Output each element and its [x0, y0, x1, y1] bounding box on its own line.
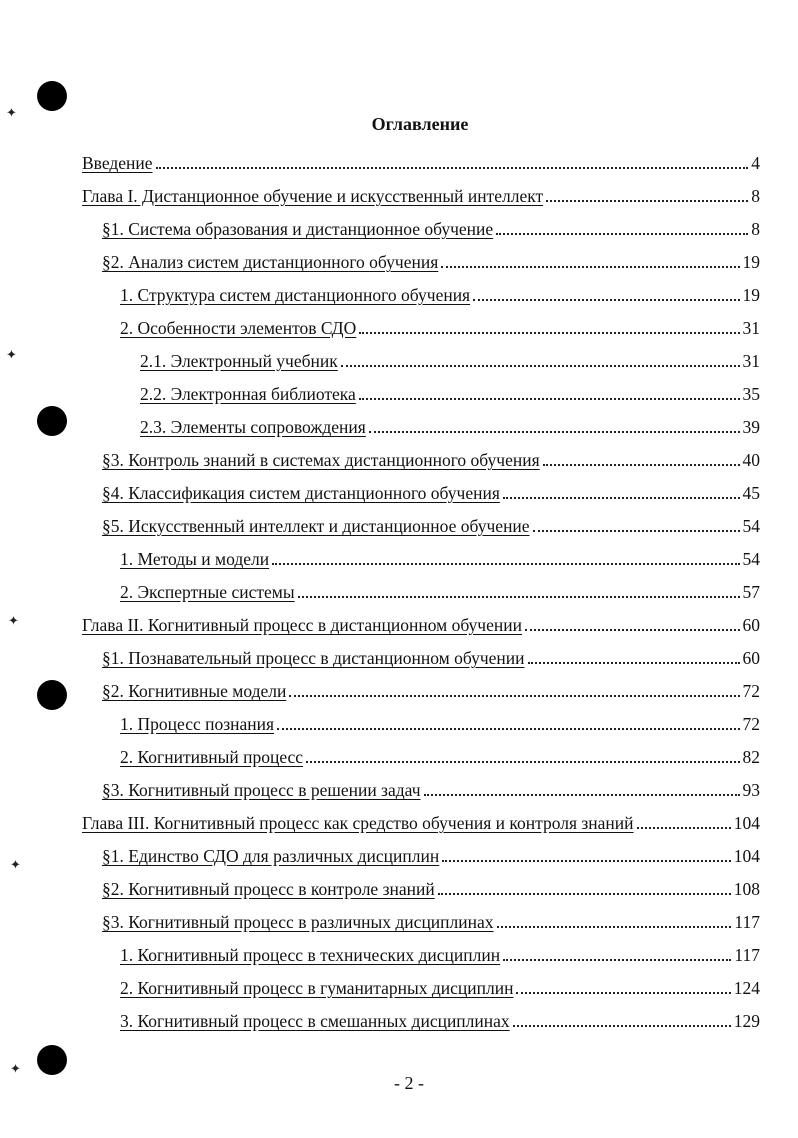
scan-artifact: ✦	[6, 348, 17, 363]
scan-artifact: ✦	[10, 1062, 21, 1077]
toc-entry-title[interactable]: §1. Познавательный процесс в дистанционном обучении	[102, 648, 525, 668]
toc-entry-title[interactable]: 2.3. Элементы сопровождения	[140, 417, 366, 437]
toc-entry-title[interactable]: §2. Когнитивный процесс в контроле знаний	[102, 879, 435, 899]
toc-entry[interactable]	[102, 874, 760, 900]
toc-entry[interactable]	[120, 577, 760, 603]
toc-entry[interactable]	[102, 478, 760, 504]
dot-leader	[289, 694, 739, 697]
toc-page-number: 31	[742, 318, 760, 338]
toc-entry[interactable]	[140, 346, 760, 372]
scan-artifact: ✦	[6, 106, 17, 121]
dot-leader	[369, 430, 740, 433]
toc-entry[interactable]	[82, 808, 760, 834]
toc-page-number: 8	[751, 186, 760, 206]
dot-leader	[503, 958, 731, 961]
toc-entry-title[interactable]: 1. Методы и модели	[120, 549, 270, 569]
toc-entry[interactable]	[82, 181, 760, 207]
toc-entry[interactable]	[102, 247, 760, 273]
toc-entry[interactable]	[102, 643, 760, 669]
dot-leader	[473, 298, 739, 301]
dot-leader	[525, 628, 740, 631]
dot-leader	[497, 925, 732, 928]
toc-page-number: 72	[742, 714, 760, 734]
toc-entry-title[interactable]: §1. Единство СДО для различных дисциплин	[102, 846, 440, 866]
toc-entry-title[interactable]: 2. Когнитивный процесс в гуманитарных дисциплин	[120, 978, 514, 998]
toc-page-number: 39	[742, 417, 760, 437]
toc-entry[interactable]	[120, 940, 760, 966]
toc-page-number: 31	[742, 351, 760, 371]
toc-page-number: 35	[742, 384, 760, 404]
toc-entry-title[interactable]: 2. Особенности элементов СДО	[120, 318, 357, 338]
dot-leader	[298, 595, 740, 598]
toc-entry-title[interactable]: 3. Когнитивный процесс в смешанных дисциплинах	[120, 1011, 510, 1031]
toc-entry[interactable]	[102, 775, 760, 801]
toc-page-number: 129	[733, 1011, 760, 1031]
dot-leader	[442, 859, 731, 862]
dot-leader	[277, 727, 739, 730]
page-title: Оглавление	[371, 114, 469, 134]
toc-page-number: 54	[742, 549, 760, 569]
toc-entry-title[interactable]: 1. Когнитивный процесс в технических дисциплин	[120, 945, 501, 965]
punch-hole	[37, 406, 67, 436]
toc-entry[interactable]	[120, 742, 760, 768]
dot-leader	[528, 661, 740, 664]
toc-page-number: 54	[742, 516, 760, 536]
dot-leader	[533, 529, 740, 532]
dot-leader	[156, 166, 749, 169]
toc-entry-title[interactable]: §3. Контроль знаний в системах дистанционного обучения	[102, 450, 540, 470]
toc-page-number: 19	[742, 285, 760, 305]
dot-leader	[546, 199, 748, 202]
dot-leader	[438, 892, 731, 895]
toc-page-number: 117	[734, 945, 760, 965]
toc-entry[interactable]	[82, 148, 760, 174]
toc-page-number: 72	[742, 681, 760, 701]
toc-entry-title[interactable]: Введение	[82, 153, 153, 173]
toc-entry[interactable]	[120, 973, 760, 999]
dot-leader	[637, 826, 731, 829]
toc-entry-title[interactable]: §5. Искусственный интеллект и дистанционное обучение	[102, 516, 530, 536]
toc-entry[interactable]	[120, 709, 760, 735]
dot-leader	[424, 793, 740, 796]
toc-entry[interactable]	[102, 445, 760, 471]
toc-entry[interactable]	[120, 544, 760, 570]
toc-entry[interactable]	[102, 511, 760, 537]
toc-page-number: 8	[751, 219, 760, 239]
toc-entry[interactable]	[140, 379, 760, 405]
toc-page-number: 124	[733, 978, 760, 998]
toc-entry-title[interactable]: 2. Когнитивный процесс	[120, 747, 304, 767]
dot-leader	[272, 562, 739, 565]
toc-entry[interactable]	[102, 676, 760, 702]
scan-artifact: ✦	[10, 858, 21, 873]
toc-entry[interactable]	[102, 841, 760, 867]
toc-entry-title[interactable]: §2. Анализ систем дистанционного обучения	[102, 252, 439, 272]
toc-entry[interactable]	[120, 1006, 760, 1032]
dot-leader	[359, 331, 739, 334]
toc-page-number: 57	[742, 582, 760, 602]
dot-leader	[341, 364, 740, 367]
toc-page-number: 108	[733, 879, 760, 899]
toc-page-number: 93	[742, 780, 760, 800]
toc-page-number: 45	[742, 483, 760, 503]
toc-entry-title[interactable]: Глава II. Когнитивный процесс в дистанционном обучении	[82, 615, 522, 635]
dot-leader	[441, 265, 739, 268]
page-number: - 2 -	[394, 1073, 424, 1093]
punch-hole	[37, 1045, 67, 1075]
toc-entry[interactable]	[102, 214, 760, 240]
dot-leader	[516, 991, 730, 994]
toc-entry-title[interactable]: §3. Когнитивный процесс в различных дисциплинах	[102, 912, 494, 932]
toc-entry-title[interactable]: Глава I. Дистанционное обучение и искусственный интеллект	[82, 186, 544, 206]
dot-leader	[359, 397, 740, 400]
toc-entry[interactable]	[120, 280, 760, 306]
toc-page-number: 40	[742, 450, 760, 470]
toc-entry-title[interactable]: Глава III. Когнитивный процесс как средство обучения и контроля знаний	[82, 813, 634, 833]
scan-artifact: ✦	[8, 614, 19, 629]
toc-page-number: 4	[751, 153, 760, 173]
toc-entry[interactable]	[140, 412, 760, 438]
toc-entry-title[interactable]: 2.1. Электронный учебник	[140, 351, 338, 371]
toc-page-number: 19	[742, 252, 760, 272]
toc-entry-title[interactable]: §1. Система образования и дистанционное обучение	[102, 219, 494, 239]
dot-leader	[503, 496, 740, 499]
toc-entry-title[interactable]: 1. Процесс познания	[120, 714, 275, 734]
dot-leader	[543, 463, 740, 466]
punch-hole	[37, 680, 67, 710]
toc-page-number: 104	[733, 846, 760, 866]
toc-entry-title[interactable]: §4. Классификация систем дистанционного обучения	[102, 483, 500, 503]
toc-entry-title[interactable]: §3. Когнитивный процесс в решении задач	[102, 780, 421, 800]
toc-page-number: 60	[742, 648, 760, 668]
dot-leader	[496, 232, 748, 235]
toc-page-number: 60	[742, 615, 760, 635]
dot-leader	[306, 760, 739, 763]
toc-entry-title[interactable]: 2. Экспертные системы	[120, 582, 295, 602]
punch-hole	[37, 81, 67, 111]
toc-entry-title[interactable]: 2.2. Электронная библиотека	[140, 384, 356, 404]
toc-page-number: 82	[742, 747, 760, 767]
toc-entry-title[interactable]: §2. Когнитивные модели	[102, 681, 287, 701]
toc-page-number: 117	[734, 912, 760, 932]
toc-entry[interactable]	[120, 313, 760, 339]
toc-page-number: 104	[733, 813, 760, 833]
dot-leader	[513, 1024, 731, 1027]
toc-entry[interactable]	[82, 610, 760, 636]
toc-entry[interactable]	[102, 907, 760, 933]
toc-entry-title[interactable]: 1. Структура систем дистанционного обучения	[120, 285, 471, 305]
